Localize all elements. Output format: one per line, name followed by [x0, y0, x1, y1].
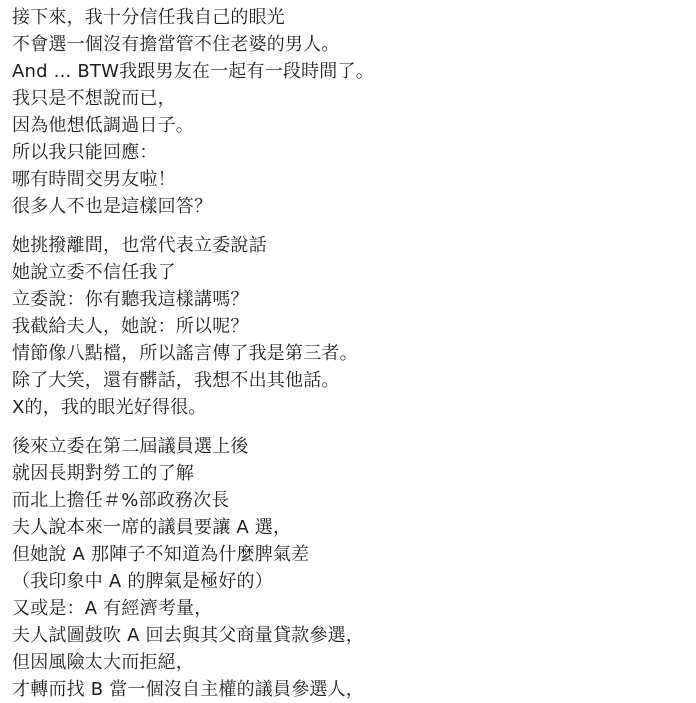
text-line: 而北上擔任＃%部政務次長 [12, 490, 230, 511]
text-line: 所以我只能回應： [12, 142, 158, 163]
text-line: 不會選一個沒有擔當管不住老婆的男人。 [12, 34, 340, 55]
text-line: 哪有時間交男友啦！ [12, 169, 176, 190]
text-line: （我印象中 A 的脾氣是極好的） [12, 571, 273, 592]
text-line: 情節像八點檔，所以謠言傳了我是第三者。 [12, 343, 358, 364]
text-line: 就因長期對勞工的了解 [12, 463, 194, 484]
text-line: 她說立委不信任我了 [12, 262, 176, 283]
text-line: 因為他想低調過日子。 [12, 115, 194, 136]
text-line: 接下來，我十分信任我自己的眼光 [12, 7, 285, 28]
text-line: 又或是：A 有經濟考量， [12, 598, 213, 619]
paragraph-3 [12, 433, 688, 703]
text-line: 我只是不想說而已， [12, 88, 176, 109]
post-body [12, 4, 688, 703]
text-line: 夫人試圖鼓吹 A 回去與其父商量貸款參選， [12, 625, 364, 646]
paragraph-1 [12, 4, 688, 220]
text-line: 立委說：你有聽我這樣講嗎？ [12, 289, 249, 310]
text-line: And ... BTW我跟男友在一起有一段時間了。 [12, 61, 374, 82]
text-line: X的，我的眼光好得很。 [12, 397, 207, 418]
text-line: 我截給夫人，她說：所以呢？ [12, 316, 249, 337]
text-line: 她挑撥離間，也常代表立委說話 [12, 235, 267, 256]
text-line: 後來立委在第二屆議員選上後 [12, 436, 249, 457]
text-line: 除了大笑，還有髒話，我想不出其他話。 [12, 370, 340, 391]
text-line: 但因風險太大而拒絕， [12, 652, 194, 673]
text-line: 才轉而找 B 當一個沒自主權的議員參選人， [12, 679, 364, 700]
text-line: 但她說 A 那陣子不知道為什麼脾氣差 [12, 544, 310, 565]
text-line: 夫人說本來一席的議員要讓 A 選， [12, 517, 292, 538]
text-line: 很多人不也是這樣回答？ [12, 196, 213, 217]
paragraph-2 [12, 232, 688, 421]
